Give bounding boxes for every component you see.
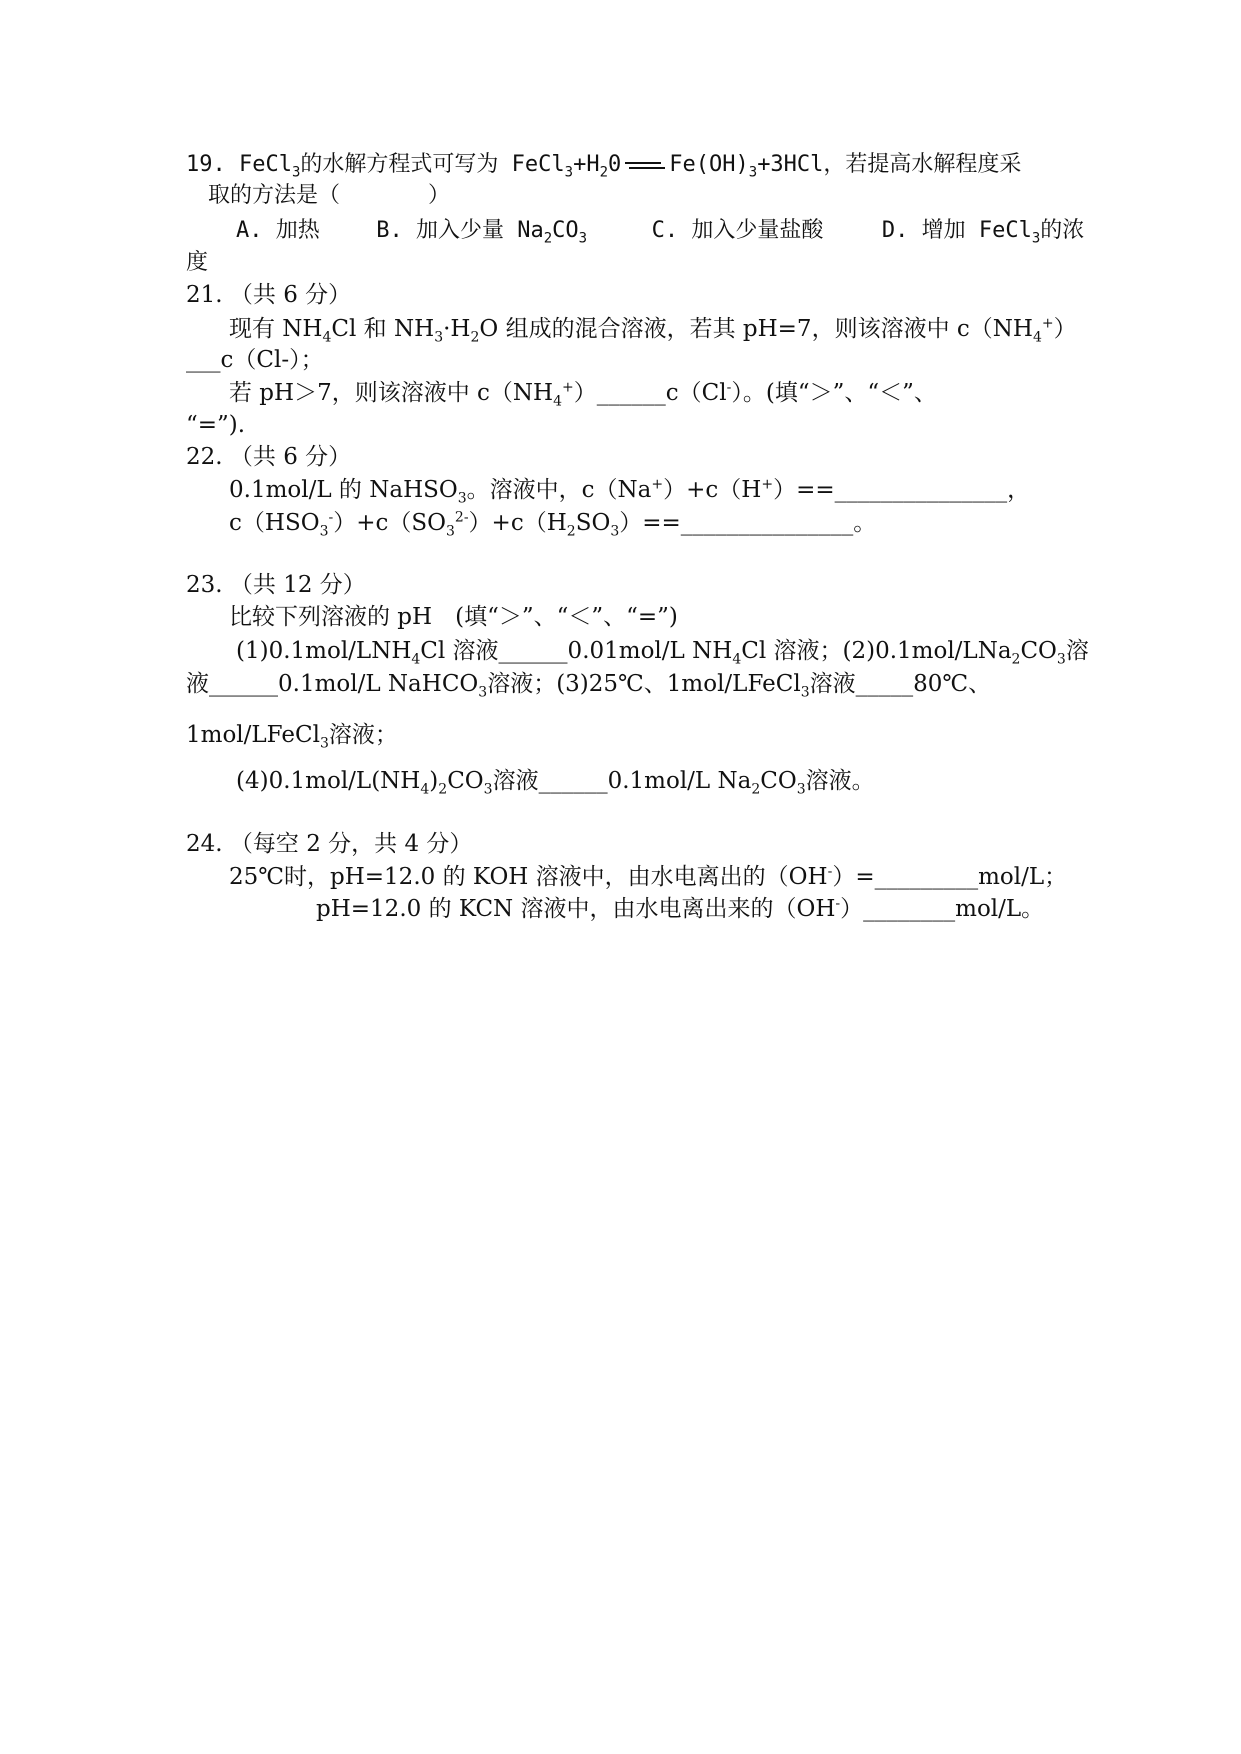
q23-line2: $(1)0.1mol/LNH_4Cl$ 溶液______0.01mol/L $NH_4Cl$ 溶液；$(2)0.1mol/LNa_2CO_3$溶 bbox=[236, 638, 1089, 668]
q24-line1: 25℃时，pH=12.0 的 KOH 溶液中，由水电离出的（OH-）=_________mol/L； bbox=[229, 863, 1068, 890]
q21-title: 21. （共 6 分） bbox=[186, 282, 352, 308]
q23-line4: 1mol/LFeCl$_3$溶液； bbox=[186, 722, 398, 752]
q21-line4: “=”). bbox=[186, 412, 246, 438]
q19-option-d: D. 增加 FeCl$_3$的浓 bbox=[881, 218, 1085, 247]
q19-option-b: B. 加入少量 $Na_2CO_3$ bbox=[376, 218, 588, 247]
q19-option-c: C. 加入少量盐酸 bbox=[651, 218, 824, 243]
q22-title: 22. （共 6 分） bbox=[186, 444, 352, 470]
q21-line3: 若 pH＞7，则该溶液中 $c(NH_4^+)\_\_\_\_\_\_c(Cl^-)$。(填“＞”、“＜”、 bbox=[229, 379, 937, 410]
q19-line4: 度 bbox=[186, 250, 209, 275]
q19-options bbox=[236, 216, 1084, 246]
q23-line5: $(4)0.1mol/L(NH_4)_2CO_3$溶液______0.1mol/L $Na_2CO_3$溶液。 bbox=[236, 768, 875, 798]
q22-line2: $c(HSO_3^-)+c(SO_3^{2-})+c(H_2SO_3)==\_\_\_\_\_\_\_\_\_\_\_\_\_\_\_$。 bbox=[229, 509, 877, 540]
q19-line2: 取的方法是（ ） bbox=[208, 183, 451, 208]
q24-line2: pH=12.0 的 KCN 溶液中，由水电离出来的（OH-）________mol/L。 bbox=[316, 895, 1045, 922]
q21-line1: 现有 $NH_4Cl$ 和 $NH_3\cdot H_2O$ 组成的混合溶液，若其 pH=7，则该溶液中 $c(NH_4^+)$ bbox=[229, 315, 1077, 346]
q23-title: 23. （共 12 分） bbox=[186, 572, 366, 598]
q23-line1: 比较下列溶液的 pH (填“＞”、“＜”、“=”) bbox=[229, 604, 678, 630]
q22-line1: 0.1mol/L 的 NaHSO$_3$。溶液中，c（Na+）+c（H+）==_______________， bbox=[229, 476, 1031, 507]
q19-option-a: A. 加热 bbox=[236, 218, 320, 243]
q24-title: 24. （每空 2 分，共 4 分） bbox=[186, 831, 473, 857]
q23-line3: 液______0.1mol/L NaHCO$_3$溶液；(3)25℃、1mol/LFeCl$_3$溶液_____80℃、 bbox=[186, 671, 992, 701]
q19-line1: 19. FeCl$_3$的水解方程式可写为 $FeCl_3+H_20$ $Fe(OH)_3+3HCl$，若提高水解程度采 bbox=[186, 152, 1022, 181]
q21-line2: ___c（Cl-）； bbox=[186, 347, 324, 373]
equilibrium-arrow-icon bbox=[625, 159, 665, 171]
